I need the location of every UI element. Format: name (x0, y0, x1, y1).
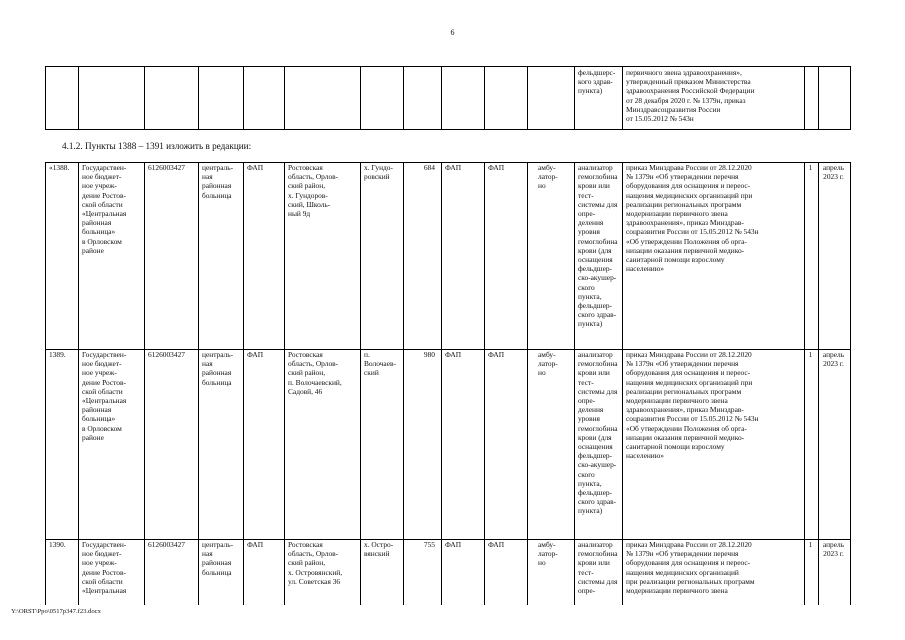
top-table-fragment (45, 66, 851, 130)
settlement: п. Волочаев- ский (361, 349, 404, 539)
top-cell-date (819, 67, 851, 129)
address: Ростовская область, Орлов- ский район, х. Гундоров- ский, Школь- ный 9д (285, 162, 361, 349)
top-cell-8 (404, 67, 442, 129)
legal-basis: приказ Минздрава России от 28.12.2020 № 1379н «Об утверждении перечня оборудования для оснащения и переос- нащения медицинских организаций при реализации региональных программ модернизации первичного звена здравоохранения», приказ Минздрав- соцразвития России от 15.05.2012 № 543н «Об утверждении Положения об орга- низации оказания первичной медико- санитарной помощи взрослому населению» (623, 349, 805, 539)
top-cell-4 (199, 67, 244, 129)
equipment: анализатор гемоглобина крови или тест- системы для опре- (575, 539, 623, 605)
row-number: 1390. (46, 539, 79, 605)
equipment: анализатор гемоглобина крови или тест- системы для опре- деления уровня гемоглобина крови (для оснащения фельдшер- ско-акушер- ского пункта, фельдшер- ского здрав- пункта) (575, 162, 623, 349)
inn-code: 6126003427 (145, 162, 199, 349)
row-number: 1389. (46, 349, 79, 539)
unit-type-2: ФАП (485, 349, 528, 539)
deadline: апрель 2023 г. (819, 539, 851, 605)
deadline: апрель 2023 г. (819, 162, 851, 349)
deadline: апрель 2023 г. (819, 349, 851, 539)
address: Ростовская область, Орлов- ский район, п. Волочаевский, Садовй, 46 (285, 349, 361, 539)
settlement: х. Гундо- ровский (361, 162, 404, 349)
table-row (45, 162, 851, 349)
section-heading: 4.1.2. Пункты 1388 – 1391 изложить в редакции: (62, 141, 252, 151)
quantity: 1 (805, 349, 819, 539)
subdivision: ФАП (244, 162, 285, 349)
legal-basis: приказ Минздрава России от 28.12.2020 № 1379н «Об утверждении перечня оборудования для оснащения и переос- нащения медицинских организаций при реализации региональных программ модернизации первичного звена (623, 539, 805, 605)
top-cell-6 (285, 67, 361, 129)
organization-name: Государствен- ное бюджет- ное учреж- дение Ростов- ской области «Центральная районная больница» в Орловском районе (79, 349, 145, 539)
top-cell-5 (244, 67, 285, 129)
unit-type-2: ФАП (485, 539, 528, 605)
inn-code: 6126003427 (145, 349, 199, 539)
address: Ростовская область, Орлов- ский район, х. Островянский, ул. Советская 36 (285, 539, 361, 605)
population: 980 (404, 349, 442, 539)
organization-name: Государствен- ное бюджет- ное учреж- дение Ростов- ской области «Центральная районная больница» в Орловском районе (79, 162, 145, 349)
top-cell-2 (79, 67, 145, 129)
unit-type-1: ФАП (442, 162, 485, 349)
subdivision: ФАП (244, 539, 285, 605)
care-mode: амбу- латор- но (528, 539, 575, 605)
unit-type-1: ФАП (442, 349, 485, 539)
facility-type: централь- ная районная больница (199, 539, 244, 605)
quantity: 1 (805, 162, 819, 349)
unit-type-1: ФАП (442, 539, 485, 605)
population: 755 (404, 539, 442, 605)
settlement: х. Остро- вянский (361, 539, 404, 605)
unit-type-2: ФАП (485, 162, 528, 349)
population: 684 (404, 162, 442, 349)
care-mode: амбу- латор- но (528, 349, 575, 539)
top-cell-9 (442, 67, 485, 129)
inn-code: 6126003427 (145, 539, 199, 605)
top-cell-order: первичного звена здравоохранения», утвержденный приказом Министерства здравоохранения Российской Федерации от 28 декабря 2020 г. № 1379н, приказ Минздравсоцразвития России от 15.05.2012 № 543н (623, 67, 805, 129)
table-row (45, 539, 851, 605)
equipment: анализатор гемоглобина крови или тест- системы для опре- деления уровня гемоглобина крови (для оснащения фельдшер- ско-акушер- ского пункта, фельдшер- ского здрав- пункта) (575, 349, 623, 539)
row-number: «1388. (46, 162, 79, 349)
top-cell-3 (145, 67, 199, 129)
top-cell-qty (805, 67, 819, 129)
top-cell-equip: фельдшерс- кого здрав- пункта) (575, 67, 623, 129)
facility-type: централь- ная районная больница (199, 162, 244, 349)
top-cell-1 (46, 67, 79, 129)
table-row (45, 349, 851, 539)
top-cell-11 (528, 67, 575, 129)
care-mode: амбу- латор- но (528, 162, 575, 349)
legal-basis: приказ Минздрава России от 28.12.2020 № 1379н «Об утверждении перечня оборудования для оснащения и переос- нащения медицинских организаций при реализации региональных программ модернизации первичного звена здравоохранения», приказ Минздрав- соцразвития России от 15.05.2012 № 543н «Об утверждении Положения об орга- низации оказания первичной медико- санитарной помощи взрослому населению» (623, 162, 805, 349)
organization-name: Государствен- ное бюджет- ное учреж- дение Ростов- ской области «Центральная (79, 539, 145, 605)
top-cell-10 (485, 67, 528, 129)
subdivision: ФАП (244, 349, 285, 539)
file-path-footer: Y:\ORST\Ppo\0517p347.f23.docx (11, 608, 101, 615)
facility-type: централь- ная районная больница (199, 349, 244, 539)
page-number: 6 (450, 28, 455, 37)
quantity: 1 (805, 539, 819, 605)
top-cell-7 (361, 67, 404, 129)
